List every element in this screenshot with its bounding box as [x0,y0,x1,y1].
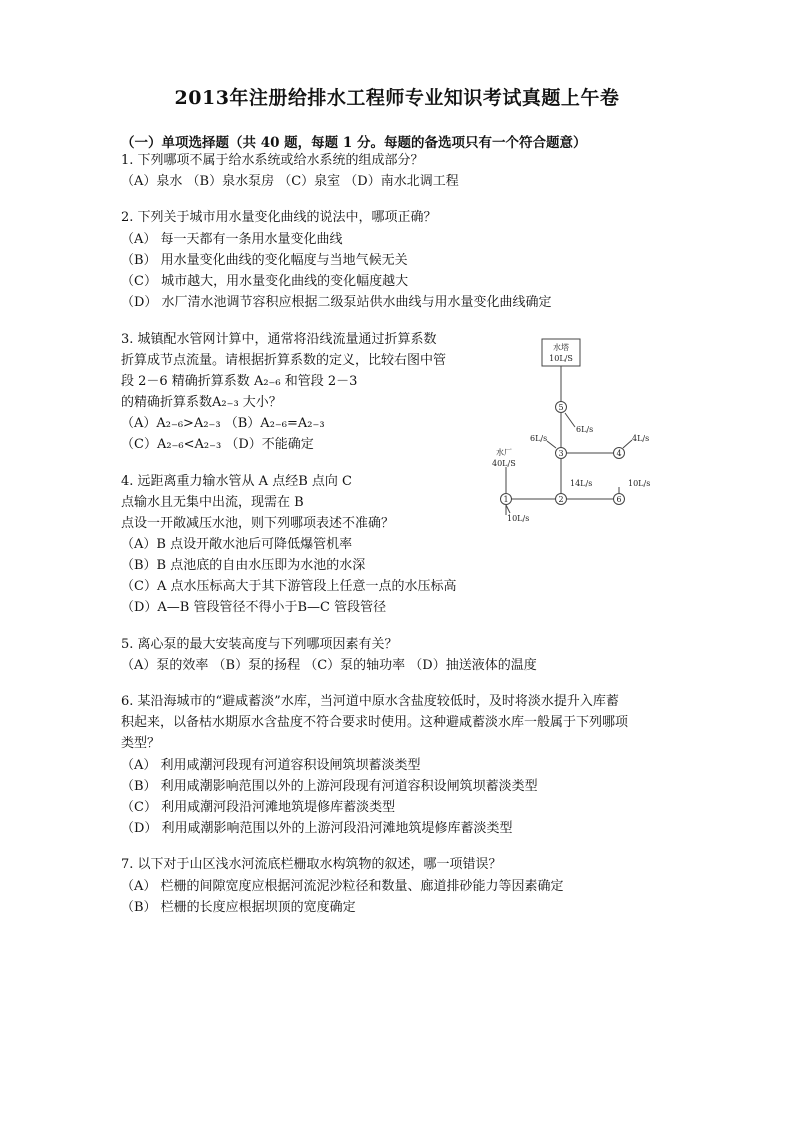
q5-stem: 5. 离心泵的最大安装高度与下列哪项因素有关？ [121,637,398,652]
q6-stem-line1: 6. 某沿海城市的“避咸蓄淡”水库，当河道中原水含盐度较低时，及时将淡水提升入库蓄 [121,694,619,709]
draw-1 [506,505,510,513]
q7-stem: 7. 以下对于山区浅水河流底栏栅取水构筑物的叙述，哪一项错误？ [121,857,502,872]
q4-option-c: （C）A 点水压标高大于其下游管段上任意一点的水压标高 [121,579,457,594]
node-3-label: 3 [558,449,564,458]
draw-3 [547,441,556,448]
draw-4 [623,440,632,448]
pipe-network-diagram [490,335,680,530]
node-1-label: 1 [503,495,509,504]
node-6-label: 6 [616,495,622,504]
flow-node-5: 6L/s [576,425,594,434]
plant-label: 水厂 [496,448,512,457]
flow-node-4: 4L/s [632,434,650,443]
q3-stem-line3: 段 2－6 精确折算系数 A₂₋₆ 和管段 2－3 [121,374,358,389]
q3-options-ab: （A）A₂₋₆>A₂₋₃ （B）A₂₋₆=A₂₋₃ [121,416,325,431]
q3-stem-line4: 的精确折算系数A₂₋₃ 大小？ [121,395,282,410]
q5-options: （A）泵的效率 （B）泵的扬程 （C）泵的轴功率 （D）抽送液体的温度 [121,658,537,673]
plant-flow: 40L/S [492,459,516,468]
node-4-label: 4 [616,449,622,458]
q6-stem-line3: 类型？ [121,736,161,751]
q4-stem-line1: 4. 远距离重力输水管从 A 点经B 点向 C [121,474,352,489]
q6-option-a: （A） 利用咸潮河段现有河道容积设闸筑坝蓄淡类型 [121,758,421,773]
q1-stem: 1. 下列哪项不属于给水系统或给水系统的组成部分？ [121,153,424,168]
q4-stem-line3: 点设一开敞减压水池，则下列哪项表述不准确？ [121,516,395,531]
q2-option-c: （C） 城市越大，用水量变化曲线的变化幅度越大 [121,274,409,289]
q3-stem-line1: 3. 城镇配水管网计算中，通常将沿线流量通过折算系数 [121,332,437,347]
flow-node-3: 6L/s [530,434,548,443]
q2-option-b: （B） 用水量变化曲线的变化幅度与当地气候无关 [121,253,408,268]
q3-options-cd: （C）A₂₋₆<A₂₋₃ （D）不能确定 [121,437,314,452]
tower-flow: 10L/S [549,354,573,363]
q2-option-a: （A） 每一天都有一条用水量变化曲线 [121,232,343,247]
q7-option-a: （A） 栏栅的间隙宽度应根据河流泥沙粒径和数量、廊道排砂能力等因素确定 [121,879,564,894]
q6-option-d: （D） 利用咸潮影响范围以外的上游河段沿河滩地筑堤修库蓄淡类型 [121,821,513,836]
q4-option-b: （B）B 点池底的自由水压即为水池的水深 [121,558,366,573]
q6-option-c: （C） 利用咸潮河段沿河滩地筑堤修库蓄淡类型 [121,800,396,815]
q6-option-b: （B） 利用咸潮影响范围以外的上游河段现有河道容积设闸筑坝蓄淡类型 [121,779,538,794]
page-title: 2013年注册给排水工程师专业知识考试真题上午卷 [174,87,620,109]
q4-option-d: （D）A—B 管段管径不得小于B—C 管段管径 [121,600,387,615]
section-heading: （一）单项选择题（共 40 题，每题 1 分。每题的备选项只有一个符合题意） [121,135,587,151]
flow-node-6: 10L/s [628,479,651,488]
q2-stem: 2. 下列关于城市用水量变化曲线的说法中，哪项正确？ [121,210,437,225]
node-5-label: 5 [558,403,564,412]
node-2-label: 2 [558,495,564,504]
q7-option-b: （B） 栏栅的长度应根据坝顶的宽度确定 [121,900,356,915]
q3-stem-line2: 折算成节点流量。请根据折算系数的定义，比较右图中管 [121,353,447,368]
draw-5 [565,413,575,427]
q2-option-d: （D） 水厂清水池调节容积应根据二级泵站供水曲线与用水量变化曲线确定 [121,295,552,310]
flow-node-2: 14L/s [570,479,593,488]
tower-label: 水塔 [553,343,569,352]
q6-stem-line2: 积起来，以备枯水期原水含盐度不符合要求时使用。这种避咸蓄淡水库一般属于下列哪项 [121,715,629,730]
flow-node-1: 10L/s [507,514,530,523]
q4-stem-line2: 点输水且无集中出流，现需在 B [121,495,304,510]
q4-option-a: （A）B 点设开敞水池后可降低爆管机率 [121,537,353,552]
q1-options: （A）泉水 （B）泉水泵房 （C）泉室 （D）南水北调工程 [121,174,459,189]
